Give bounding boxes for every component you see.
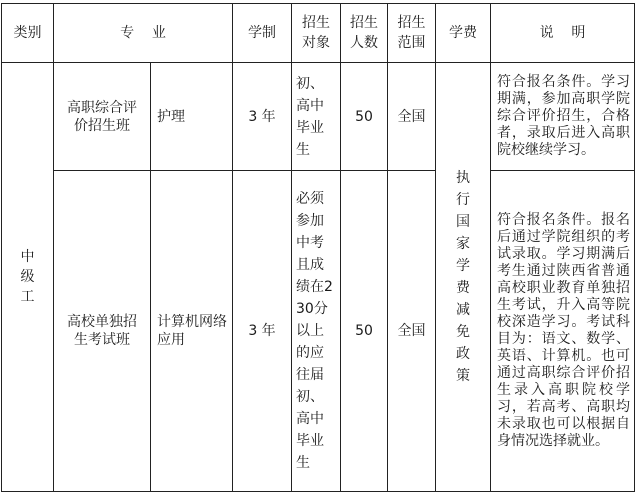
header-major (54, 4, 233, 63)
scope-cell (388, 63, 436, 171)
header-fee-text: 学费 (449, 25, 477, 41)
target-cell (292, 63, 341, 171)
table-row (2, 171, 635, 492)
major-name: 护理 (157, 108, 185, 125)
scope-value: 全国 (397, 108, 426, 125)
scope-cell (388, 171, 436, 492)
count-cell (341, 63, 388, 171)
target-value: 初、高中毕业生 (296, 75, 324, 158)
count-value: 50 (355, 323, 373, 339)
header-target-text: 招生对象 (302, 15, 330, 51)
count-cell (341, 171, 388, 492)
header-count-text: 招生人数 (350, 15, 378, 51)
fee-value: 执行国家学费减免政策 (456, 170, 470, 384)
category-cell (2, 63, 54, 492)
header-duration (233, 4, 292, 63)
header-notes-text: 说 明 (539, 25, 586, 41)
major-cell (151, 171, 233, 492)
enrollment-table (1, 3, 635, 492)
header-count (341, 4, 388, 63)
header-duration-text: 学制 (248, 25, 276, 41)
duration-cell (233, 63, 292, 171)
header-scope (388, 4, 436, 63)
header-fee (436, 4, 491, 63)
duration-cell (233, 171, 292, 492)
table-row (2, 63, 635, 171)
fee-cell (436, 63, 491, 492)
notes-value: 符合报名条件。学习期满，参加高职学院综合评价招生，合格者，录取后进入高职院校继续学习。 (497, 74, 630, 158)
duration-value: 3 年 (248, 323, 276, 339)
header-category (2, 4, 54, 63)
program-cell (54, 63, 151, 171)
program-name: 高校单独招生考试班 (67, 314, 137, 348)
major-name: 计算机网络应用 (157, 314, 227, 348)
notes-value: 符合报名条件。报名后通过学院组织的考试录取。学习期满后考生通过陕西省普通高校职业教育单独招生考试，升入高等院校深造学习。考试科目为：语文、数学、英语、计算机。也可通过高职综合评价招生录入高职院校学习，若高考、高职均未录取也可以根据自身情况选择就业。 (497, 212, 630, 449)
header-row (2, 4, 635, 63)
header-major-text: 专 业 (120, 25, 166, 41)
notes-cell (491, 63, 635, 171)
major-cell (151, 63, 233, 171)
header-notes (491, 4, 635, 63)
scope-value: 全国 (397, 323, 426, 339)
duration-value: 3 年 (248, 108, 276, 125)
program-name: 高职综合评价招生班 (67, 99, 137, 134)
program-cell (54, 171, 151, 492)
header-target (292, 4, 341, 63)
notes-cell (491, 171, 635, 492)
target-value: 必须参加中考且成绩在230分以上的应往届初、高中毕业生 (296, 191, 333, 471)
target-cell (292, 171, 341, 492)
category-value: 中级工 (20, 249, 35, 305)
header-category-text: 类别 (13, 25, 42, 41)
count-value: 50 (355, 108, 373, 125)
header-scope-text: 招生范围 (397, 15, 426, 51)
